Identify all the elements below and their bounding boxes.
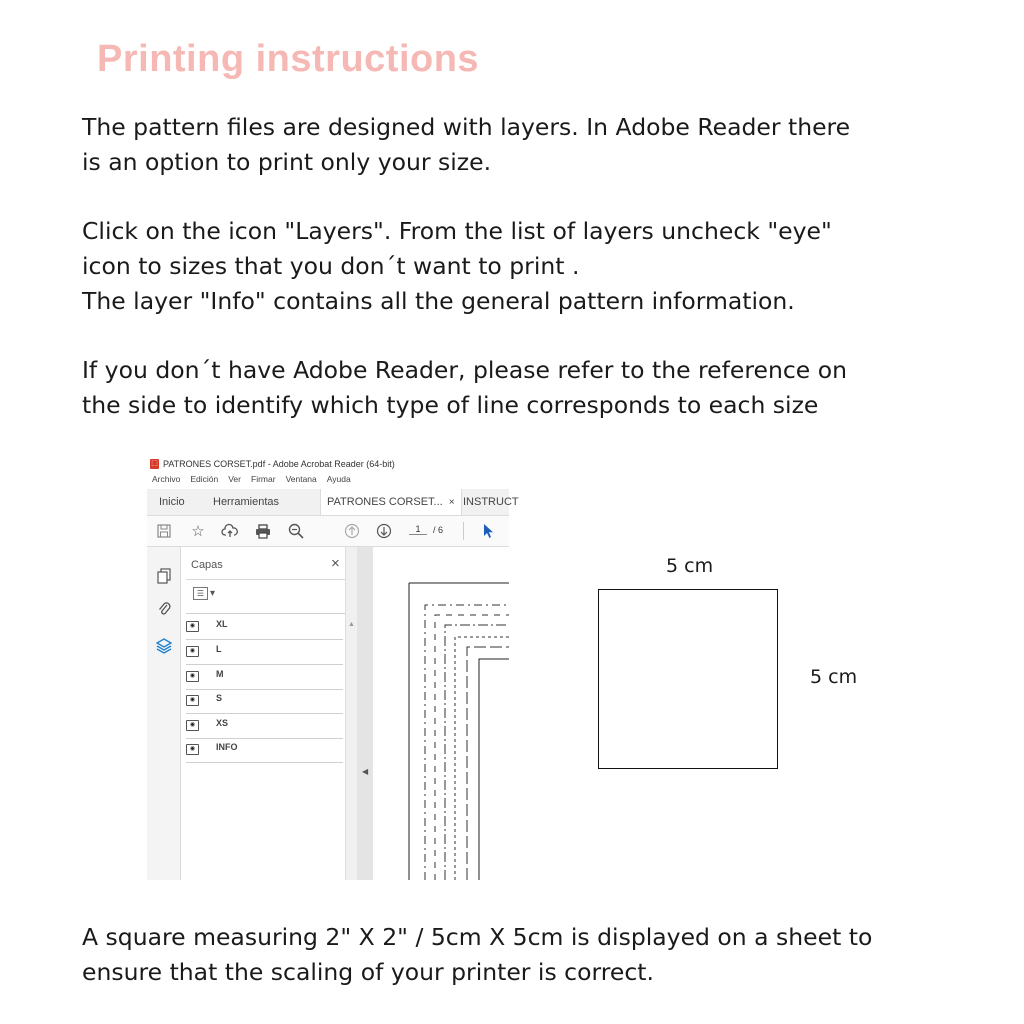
pages-icon[interactable] [155, 567, 173, 585]
layers-panel [181, 547, 353, 880]
tab-inicio[interactable]: Inicio [159, 496, 185, 508]
window-title: PATRONES CORSET.pdf - Adobe Acrobat Reader (64-bit) [163, 459, 395, 469]
layer-options-dropdown[interactable] [193, 587, 215, 600]
chevron-down-icon: ▾ [210, 588, 216, 599]
close-icon[interactable]: × [331, 555, 340, 572]
panel-splitter[interactable] [357, 547, 373, 880]
layer-row-xl[interactable] [186, 614, 343, 640]
text-line: is an option to print only your size. [82, 148, 492, 176]
layer-label: INFO [216, 742, 238, 752]
layer-row-s[interactable] [186, 688, 343, 714]
tab-close-icon[interactable]: × [448, 497, 455, 508]
zoom-search-icon[interactable] [287, 522, 305, 540]
acrobat-screenshot [147, 452, 519, 880]
attachment-icon[interactable] [155, 599, 173, 617]
layer-label: L [216, 644, 222, 654]
layer-row-info[interactable] [186, 737, 343, 763]
eye-icon[interactable]: ◉ [186, 720, 199, 731]
tab-patrones-corset[interactable] [320, 489, 462, 515]
previous-page-icon[interactable] [343, 522, 361, 540]
text-line: The pattern files are designed with layers. In Adobe Reader there [82, 113, 851, 141]
menu-item-ver[interactable]: Ver [228, 474, 241, 484]
list-options-icon: ☰ [193, 587, 208, 600]
text-line: icon to sizes that you don´t want to print . [82, 252, 580, 280]
menu-item-archivo[interactable]: Archivo [152, 474, 181, 484]
reference-square [598, 589, 778, 769]
upload-cloud-icon[interactable] [221, 522, 239, 540]
page-number-input[interactable]: 1 [409, 524, 427, 535]
square-height-label: 5 cm [810, 666, 858, 688]
page-indicator [409, 524, 443, 535]
page-total: / 6 [433, 524, 444, 535]
paragraph-layers-intro [82, 110, 850, 180]
square-width-label: 5 cm [666, 555, 714, 577]
next-page-icon[interactable] [375, 522, 393, 540]
eye-icon[interactable]: ◉ [186, 646, 199, 657]
divider [186, 579, 351, 580]
panel-title: Capas [191, 559, 223, 571]
text-line: ensure that the scaling of your printer is correct. [82, 958, 654, 986]
navigation-rail [147, 547, 181, 880]
paragraph-layers-howto [82, 214, 832, 319]
layer-row-xs[interactable] [186, 713, 343, 739]
layer-row-l[interactable] [186, 639, 343, 665]
text-line: If you don´t have Adobe Reader, please refer to the reference on [82, 356, 847, 384]
bookmark-star-icon[interactable]: ☆ [191, 523, 205, 540]
text-line: the side to identify which type of line corresponds to each size [82, 391, 819, 419]
layer-row-m[interactable] [186, 664, 343, 690]
menu-item-ventana[interactable]: Ventana [285, 474, 317, 484]
pattern-preview [373, 547, 509, 880]
eye-icon[interactable]: ◉ [186, 744, 199, 755]
tab-label: PATRONES CORSET... [327, 496, 443, 508]
save-icon[interactable] [155, 522, 173, 540]
select-cursor-icon[interactable] [479, 522, 497, 540]
window-titlebar [147, 456, 395, 472]
tab-herramientas[interactable]: Herramientas [213, 496, 280, 508]
paragraph-square [82, 920, 872, 990]
toolbar [147, 516, 509, 547]
eye-icon[interactable]: ◉ [186, 621, 199, 632]
layer-label: M [216, 669, 224, 679]
menu-item-edicion[interactable]: Edición [190, 474, 219, 484]
document-view[interactable] [373, 547, 509, 880]
layer-label: XS [216, 718, 229, 728]
toolbar-divider [463, 522, 464, 540]
tab-instruct[interactable]: INSTRUCT [463, 496, 519, 508]
page-title: Printing instructions [97, 38, 480, 80]
eye-icon[interactable]: ◉ [186, 695, 199, 706]
layer-label: XL [216, 619, 228, 629]
menu-item-ayuda[interactable]: Ayuda [326, 474, 351, 484]
layers-icon[interactable] [155, 637, 173, 655]
menu-item-firmar[interactable]: Firmar [251, 474, 276, 484]
scroll-up-icon[interactable]: ▲ [348, 621, 355, 628]
tab-bar [147, 489, 519, 516]
menu-bar [152, 474, 351, 484]
text-line: Click on the icon "Layers". From the list of layers uncheck "eye" [82, 217, 832, 245]
pdf-icon: ⬚ [151, 460, 158, 467]
paragraph-no-reader [82, 353, 847, 423]
print-icon[interactable] [254, 522, 272, 540]
text-line: The layer "Info" contains all the general pattern information. [82, 287, 795, 315]
text-line: A square measuring 2" X 2" / 5cm X 5cm is displayed on a sheet to [82, 923, 873, 951]
layer-label: S [216, 693, 223, 703]
eye-icon[interactable]: ◉ [186, 671, 199, 682]
collapse-panel-icon[interactable]: ◀ [362, 767, 369, 776]
